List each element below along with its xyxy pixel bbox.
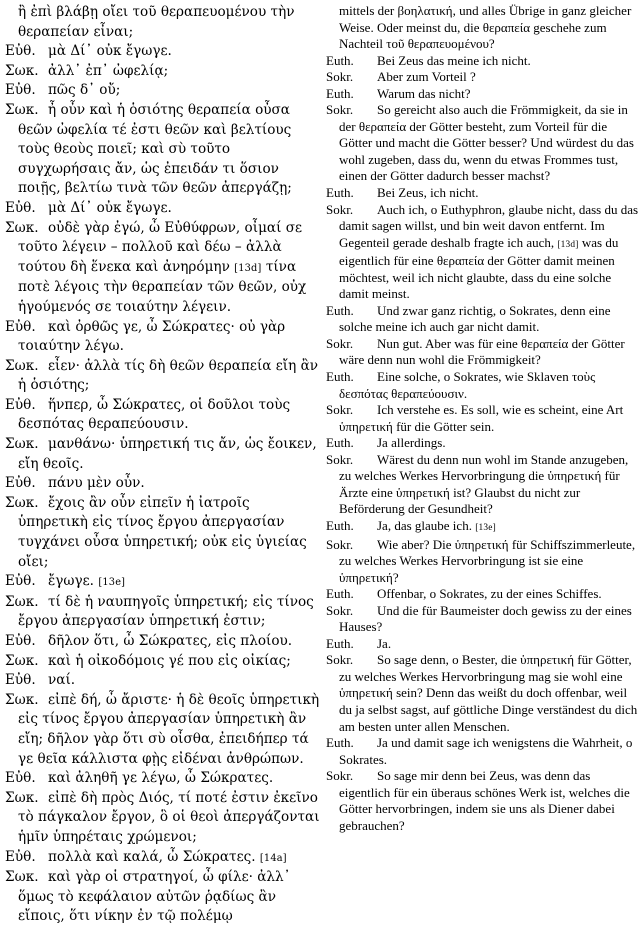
speaker-label: Sokr. bbox=[326, 201, 354, 217]
speaker-label: Sokr. bbox=[326, 335, 354, 351]
speaker-label: Euth. bbox=[326, 517, 354, 533]
stephanus-ref: [14a] bbox=[259, 852, 287, 864]
stephanus-ref: [13e] bbox=[475, 522, 496, 533]
speaker-label: Sokr. bbox=[326, 102, 354, 118]
german-text-column bbox=[326, 3, 639, 947]
speaker-label: Εὐθ. bbox=[5, 573, 36, 590]
speaker-label: Εὐθ. bbox=[5, 672, 36, 689]
speaker-label: Εὐθ. bbox=[5, 43, 36, 60]
dialogue-entry: Euth. Warum das nicht? bbox=[326, 85, 471, 101]
speaker-label: Sokr. bbox=[326, 602, 354, 618]
speaker-label: Euth. bbox=[326, 185, 354, 201]
speaker-label: Euth. bbox=[326, 85, 354, 101]
dialogue-entry: Euth. Ja allerdings. bbox=[326, 435, 446, 451]
dialogue-entry: Εὐθ. πολλὰ καὶ καλά, ὦ Σώκρατες. [14a] bbox=[5, 848, 320, 869]
stephanus-ref: [13d] bbox=[557, 239, 579, 250]
dialogue-entry: Σωκ. μανθάνω· ὑπηρετική τις ἄν, ὡς ἔοικεν, εἴη θεοῖς. bbox=[5, 436, 317, 472]
dialogue-entry: Sokr. Auch ich, o Euthyphron, glaube nicht, dass du das damit sagen willst, und bin weit davon entfernt. Im Gegenteil gerade deshalb fragte ich auch, [13d] was du eigentlich für eine θεραπεία der Götter damit meinen möchtest, weil ich nicht glaubte, dass du eine solche damit meinst. bbox=[326, 201, 639, 302]
speaker-label: Σωκ. bbox=[5, 593, 39, 610]
dialogue-entry: Sokr. So sage mir denn bei Zeus, was denn das eigentlich für ein überaus schönes Werk ist, welches die Götter hervorbringen, indem sie uns als Diener dabei gebrauchen? bbox=[326, 768, 630, 833]
dialogue-entry: ἢ ἐπὶ βλάβῃ οἴει τοῦ θεραπευομένου τὴν θεραπείαν εἶναι; bbox=[18, 4, 295, 40]
stephanus-ref: [13e] bbox=[98, 577, 126, 589]
speaker-label: Sokr. bbox=[326, 451, 354, 467]
speaker-label: Sokr. bbox=[326, 536, 354, 552]
speaker-label: Εὐθ. bbox=[5, 199, 36, 216]
dialogue-entry: Sokr. Wärest du denn nun wohl im Stande anzugeben, zu welches Werkes Hervorbringung die ὑπηρετική für Ärzte eine ὑπηρετική ist? Glaubst du nicht zur Beförderung der Gesundheit? bbox=[326, 451, 629, 517]
dialogue-entry: Sokr. Nun gut. Aber was für eine θεραπεία der Götter wäre denn nun wohl die Frömmigkeit? bbox=[326, 335, 625, 368]
dialogue-entry: Σωκ. ἦ οὖν καὶ ἡ ὁσιότης θεραπεία οὖσα θεῶν ὠφελία τέ ἐστι θεῶν καὶ βελτίους τοὺς θεοὺς ποιεῖ; καὶ σὺ τοῦτο συγχωρήσαις ἄν, ὡς ἐπειδάν τι ὅσιον ποιῇς, βελτίω τινὰ τῶν θεῶν ἀπεργάζῃ; bbox=[5, 101, 292, 197]
speaker-label: Εὐθ. bbox=[5, 396, 36, 413]
speaker-label: Euth. bbox=[326, 435, 354, 451]
speaker-label: Σωκ. bbox=[5, 691, 39, 708]
dialogue-entry: Σωκ. τί δὲ ἡ ναυπηγοῖς ὑπηρετική; εἰς τίνος ἔργου ἀπεργασίαν ὑπηρετική ἐστιν; bbox=[5, 593, 314, 630]
speaker-label: Euth. bbox=[326, 735, 354, 751]
dialogue-entry: Sokr. So gereicht also auch die Frömmigkeit, da sie in der θεραπεία der Götter besteht, zum Vorteil für die Götter und macht die Götter besser? Und würdest du das wohl zugeben, dass du, wenn du etwas Frommes tust, einen der Götter dadurch besser machst? bbox=[326, 102, 634, 184]
speaker-label: Sokr. bbox=[326, 69, 354, 85]
dialogue-entry: Sokr. Aber zum Vorteil ? bbox=[326, 69, 476, 85]
dialogue-entry: Euth. Ja. bbox=[326, 635, 392, 651]
dialogue-entry: Euth. Und zwar ganz richtig, o Sokrates, denn eine solche meine ich auch gar nicht damit. bbox=[326, 302, 611, 335]
dialogue-entry: Sokr. Und die für Baumeister doch gewiss zu der eines Hauses? bbox=[326, 602, 632, 635]
speaker-label: Sokr. bbox=[326, 402, 354, 418]
speaker-label: Euth. bbox=[326, 635, 354, 651]
speaker-label: Sokr. bbox=[326, 652, 354, 668]
speaker-label: Euth. bbox=[326, 369, 354, 385]
dialogue-entry: Εὐθ. μὰ Δί᾽ οὐκ ἔγωγε. bbox=[5, 42, 320, 62]
dialogue-entry: Euth. Ja und damit sage ich wenigstens die Wahrheit, o Sokrates. bbox=[326, 735, 633, 767]
speaker-label: Euth. bbox=[326, 302, 354, 318]
speaker-label: Euth. bbox=[326, 586, 354, 602]
speaker-label: Εὐθ. bbox=[5, 82, 36, 99]
speaker-label: Εὐθ. bbox=[5, 633, 36, 649]
speaker-label: Σωκ. bbox=[5, 869, 39, 886]
dialogue-entry: Sokr. Ich verstehe es. Es soll, wie es scheint, eine Art ὑπηρετική für die Götter sein. bbox=[326, 402, 624, 434]
dialogue-entry: Εὐθ. καὶ ὀρθῶς γε, ὦ Σώκρατες· οὐ γὰρ τοιαύτην λέγω. bbox=[5, 318, 286, 355]
dialogue-entry: Σωκ. εἰπὲ δή, ὦ ἄριστε· ἡ δὲ θεοῖς ὑπηρετικὴ εἰς τίνος ἔργου ἀπεργασίαν ὑπηρετικὴ ἂν εἴη; δῆλον γὰρ ὅτι σὺ οἶσθα, ἐπειδήπερ τά γε θεῖα κάλλιστα φῂς εἰδέναι ἀνθρώπων. bbox=[5, 691, 320, 767]
speaker-label: Σωκ. bbox=[5, 219, 39, 236]
speaker-label: Σωκ. bbox=[5, 789, 39, 806]
speaker-label: Σωκ. bbox=[5, 436, 39, 453]
speaker-label: Σωκ. bbox=[5, 101, 39, 118]
dialogue-entry: Euth. Ja, das glaube ich. [13e] bbox=[326, 517, 496, 533]
dialogue-entry: Euth. Bei Zeus das meine ich nicht. bbox=[326, 52, 531, 68]
speaker-label: Εὐθ. bbox=[5, 475, 36, 492]
dialogue-entry: Euth. Bei Zeus, ich nicht. bbox=[326, 185, 479, 201]
speaker-label: Σωκ. bbox=[5, 357, 39, 374]
dialogue-entry: Σωκ. ἀλλ᾽ ἐπ᾽ ὠφελίᾳ; bbox=[5, 62, 320, 82]
speaker-label: Εὐθ. bbox=[5, 770, 36, 787]
dialogue-entry: Σωκ. ἔχοις ἂν οὖν εἰπεῖν ἡ ἰατροῖς ὑπηρετικὴ εἰς τίνος ἔργου ἀπεργασίαν τυγχάνει οὖσα ὑπηρετική; οὐκ εἰς ὑγιείας οἴει; bbox=[5, 494, 307, 570]
dialogue-entry: Σωκ. εἰπὲ δὴ πρὸς Διός, τί ποτέ ἐστιν ἐκεῖνο τὸ πάγκαλον ἔργον, ὃ οἱ θεοὶ ἀπεργάζονται ἡμῖν ὑπηρέταις χρώμενοι; bbox=[5, 789, 320, 845]
speaker-label: Εὐθ. bbox=[5, 848, 36, 865]
speaker-label: Σωκ. bbox=[5, 62, 39, 79]
dialogue-entry: Σωκ. εἶεν· ἀλλὰ τίς δὴ θεῶν θεραπεία εἴη ἂν ἡ ὁσιότης; bbox=[5, 357, 319, 394]
speaker-label: Εὐθ. bbox=[5, 318, 36, 335]
greek-text-column bbox=[5, 3, 320, 947]
dialogue-entry: Sokr. So sage denn, o Bester, die ὑπηρετική für Götter, zu welches Werkes Hervorbringung mag sie wohl eine ὑπηρετική sein? Denn das weißt du doch offenbar, weil du ja selbst sagst, auf göttliche Dinge verständest du dich am besten unter allen Menschen. bbox=[326, 652, 638, 734]
dialogue-entry: Εὐθ. καὶ ἀληθῆ γε λέγω, ὦ Σώκρατες. bbox=[5, 769, 320, 789]
dialogue-entry: Σωκ. καὶ ἡ οἰκοδόμοις γέ που εἰς οἰκίας; bbox=[5, 652, 320, 672]
dialogue-entry: mittels der βοηλατική, und alles Übrige in ganz gleicher Weise. Oder meinst du, die θεραπεία geschehe zum Nachteil τοῦ θεραπευομένου? bbox=[339, 3, 632, 52]
stephanus-ref: [13d] bbox=[234, 262, 262, 274]
speaker-label: Σωκ. bbox=[5, 494, 39, 511]
speaker-label: Sokr. bbox=[326, 768, 354, 784]
speaker-label: Σωκ. bbox=[5, 652, 39, 669]
dialogue-entry: Εὐθ. πάνυ μὲν οὖν. bbox=[5, 474, 320, 494]
dialogue-entry: Εὐθ. ἥνπερ, ὦ Σώκρατες, οἱ δοῦλοι τοὺς δεσπότας θεραπεύουσιν. bbox=[5, 396, 291, 433]
dialogue-entry: Εὐθ. ἔγωγε. [13e] bbox=[5, 572, 320, 593]
dialogue-entry: Σωκ. οὐδὲ γὰρ ἐγώ, ὦ Εὐθύφρων, οἶμαί σε τοῦτο λέγειν – πολλοῦ καὶ δέω – ἀλλὰ τούτου δὴ ἕνεκα καὶ ἀνηρόμην [13d] τίνα ποτὲ λέγοις τὴν θεραπείαν τῶν θεῶν, οὐχ ἡγούμενός σε τοιαύτην λέγειν. bbox=[5, 219, 307, 315]
dialogue-entry: Sokr. Wie aber? Die ὑπηρετική für Schiffszimmerleute, zu welches Werkes Hervorbringung ist sie eine ὑπηρετική? bbox=[326, 536, 636, 585]
dialogue-entry: Εὐθ. πῶς δ᾽ οὔ; bbox=[5, 81, 320, 101]
speaker-label: Euth. bbox=[326, 52, 354, 68]
dialogue-entry: Εὐθ. ναί. bbox=[5, 671, 320, 691]
dialogue-entry: Σωκ. καὶ γὰρ οἱ στρατηγοί, ὦ φίλε· ἀλλ᾽ ὅμως τὸ κεφάλαιον αὐτῶν ῥᾳδίως ἂν εἴποις, ὅτι νίκην ἐν τῷ πολέμῳ bbox=[5, 869, 291, 925]
dialogue-entry: Εὐθ. μὰ Δί᾽ οὐκ ἔγωγε. bbox=[5, 199, 320, 219]
dialogue-entry: Euth. Offenbar, o Sokrates, zu der eines Schiffes. bbox=[326, 586, 602, 602]
dialogue-entry: Euth. Eine solche, o Sokrates, wie Sklaven τοὺς δεσπότας θεραπεύουσιν. bbox=[326, 369, 596, 401]
dialogue-entry: Εὐθ. δῆλον ὅτι, ὦ Σώκρατες, εἰς πλοίου. bbox=[5, 632, 320, 652]
